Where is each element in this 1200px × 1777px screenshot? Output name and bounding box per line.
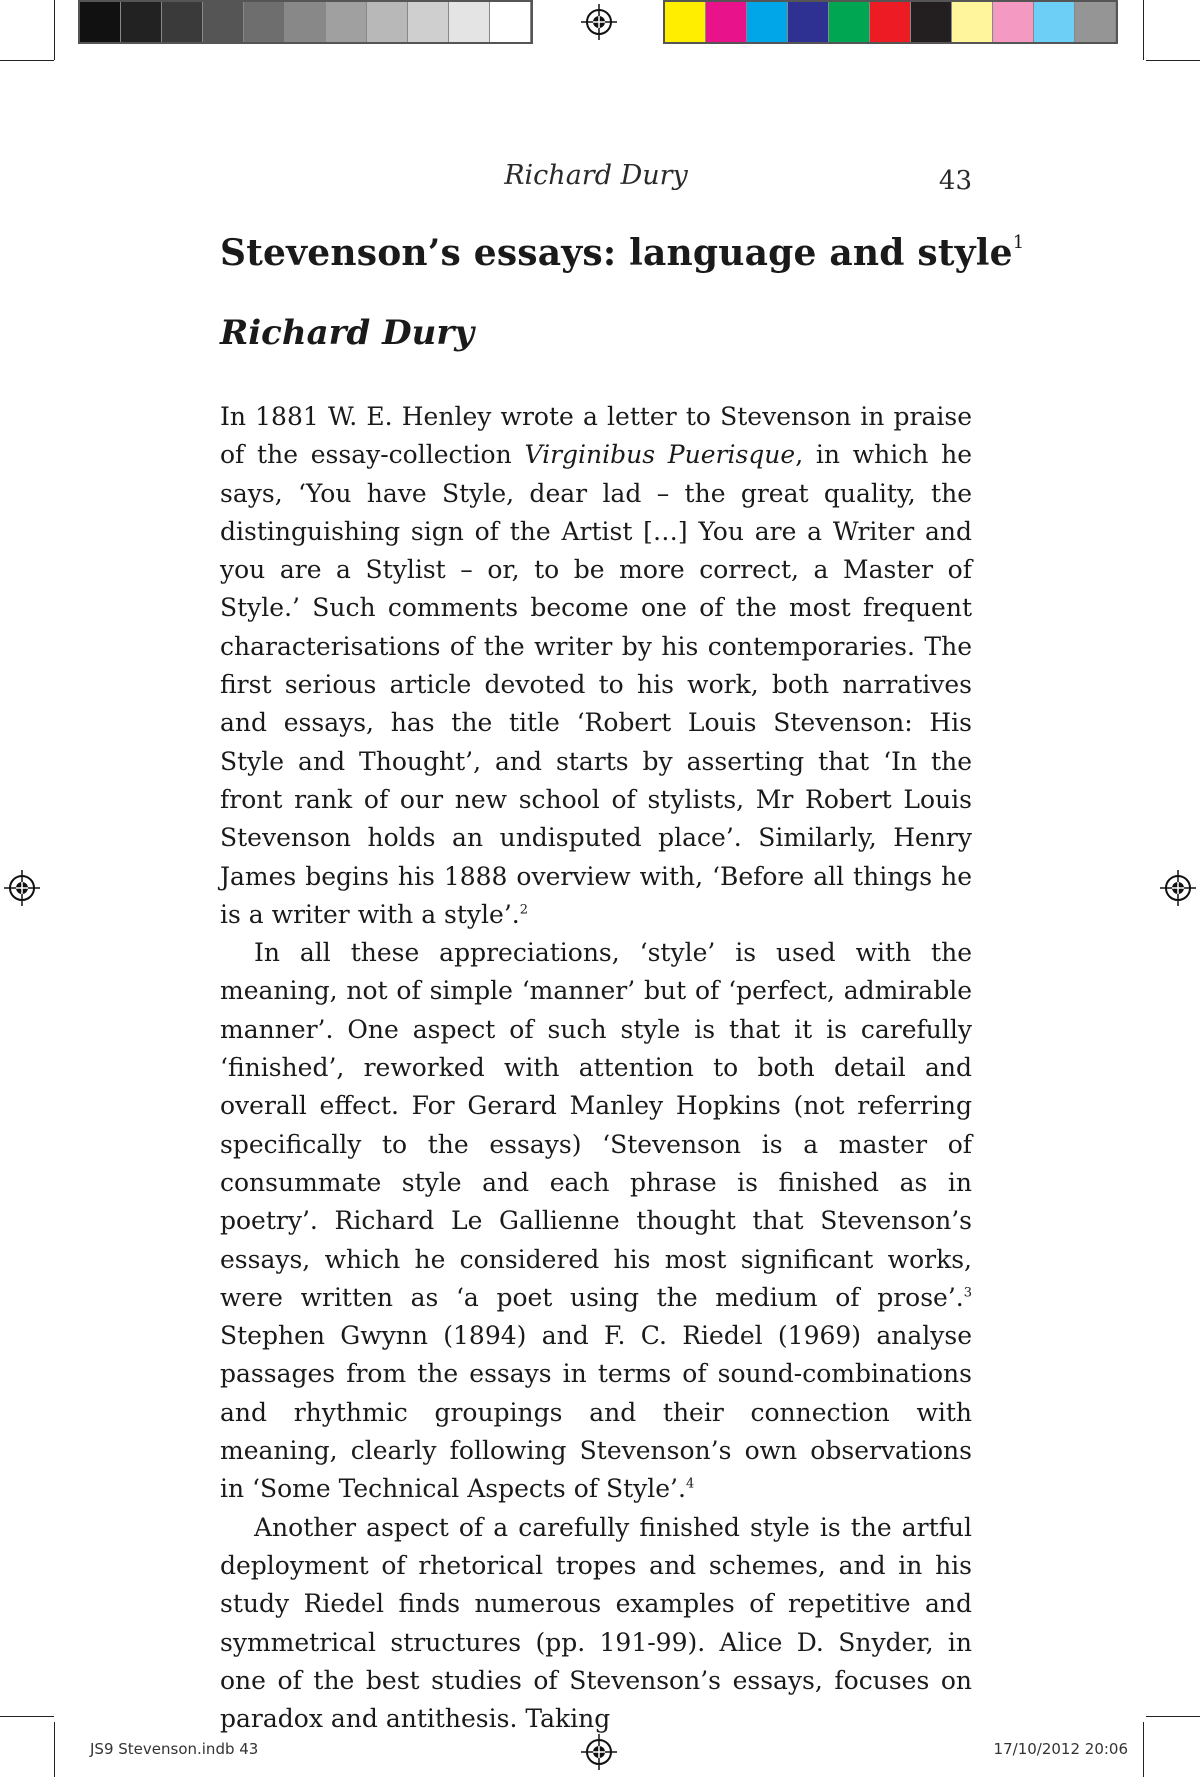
text-run: In all these appreciations, ‘style’ is used with the meaning, not of simple ‘manner’ but of ‘perfect, admirable manner’. One aspect of such style is that it is carefully ‘finished’, reworked with attention to both detail and overall effect. For Gerard Manley Hopkins (not referring specifically to the essays) ‘Stevenson is a master of consummate style and each phrase is finished as in poetry’. Richard Le Gallienne thought that Stevenson’s essays, which he considered his most significant works, were written as ‘a poet using the medium of prose’. <box>220 938 972 1312</box>
registration-mark-top-icon <box>581 4 617 40</box>
footnote-ref-1: 1 <box>1012 232 1025 253</box>
grayscale-color-bar <box>78 0 533 44</box>
crop-mark-bottom-right-vertical <box>1143 1722 1144 1777</box>
italic-title: Virginibus Puerisque <box>524 440 796 470</box>
gray-swatch <box>408 2 449 42</box>
text-run: Another aspect of a carefully finished style is the artful deployment of rhetorical tropes and schemes, and in his study Riedel finds numerous examples of repetitive and symmetrical structures (pp. 191-99). Alice D. Snyder, in one of the best studies of Stevenson’s essays, focuses on paradox and antithesis. Taking <box>220 1512 972 1734</box>
crop-mark-top-right-horizontal <box>1146 60 1200 61</box>
gray-swatch <box>285 2 326 42</box>
process-swatch <box>911 2 952 42</box>
process-color-bar <box>663 0 1118 44</box>
chapter-title-text: Stevenson’s essays: language and style <box>220 232 1013 274</box>
page-number: 43 <box>938 166 972 196</box>
process-swatch <box>788 2 829 42</box>
registration-mark-right-icon <box>1160 870 1196 906</box>
footnote-ref: 3 <box>963 1285 972 1301</box>
paragraph <box>220 1509 972 1739</box>
process-swatch <box>829 2 870 42</box>
process-swatch <box>1075 2 1116 42</box>
process-swatch <box>993 2 1034 42</box>
gray-swatch <box>326 2 367 42</box>
registration-mark-left-icon <box>4 870 40 906</box>
gray-swatch <box>367 2 408 42</box>
gray-swatch <box>162 2 203 42</box>
slug-timestamp: 17/10/2012 20:06 <box>993 1740 1128 1758</box>
slug-file-info: JS9 Stevenson.indb 43 <box>90 1740 259 1758</box>
paragraph <box>220 934 972 1508</box>
registration-mark-bottom-icon <box>581 1734 617 1770</box>
gray-swatch <box>121 2 162 42</box>
crop-mark-bottom-left-vertical <box>54 1722 55 1777</box>
process-swatch <box>870 2 911 42</box>
body-text <box>220 398 972 1738</box>
process-swatch <box>747 2 788 42</box>
gray-swatch <box>80 2 121 42</box>
running-head <box>220 160 972 200</box>
gray-swatch <box>449 2 490 42</box>
paragraph <box>220 398 972 934</box>
gray-swatch <box>244 2 285 42</box>
footnote-ref: 2 <box>519 902 529 918</box>
crop-mark-bottom-left-horizontal <box>0 1716 54 1717</box>
process-swatch <box>706 2 747 42</box>
process-swatch <box>1034 2 1075 42</box>
process-swatch <box>952 2 993 42</box>
text-run: Stephen Gwynn (1894) and F. C. Riedel (1969) analyse passages from the essays in terms of sound-combinations and rhythmic groupings and their connection with meaning, clearly following Stevenson’s own observations in ‘Some Technical Aspects of Style’. <box>220 1321 972 1504</box>
text-run: In 1881 W. E. Henley wrote a letter to Stevenson in praise of the essay-collection <box>220 402 972 470</box>
crop-mark-top-left-horizontal <box>0 60 54 61</box>
text-run: , in which he says, ‘You have Style, dear lad – the great quality, the distinguishing sign of the Artist […] You are a Writer and you are a Stylist – or, to be more correct, a Master of Style.’ Such comments become one of the most frequent characterisations of the writer by his contemporaries. The first serious article devoted to his work, both narratives and essays, has the title ‘Robert Louis Stevenson: His Style and Thought’, and starts by asserting that ‘In the front rank of our new school of stylists, Mr Robert Louis Stevenson holds an undisputed place’. Similarly, Henry James begins his 1888 overview with, ‘Before all things he is a writer with a style’. <box>220 440 972 929</box>
running-head-author: Richard Dury <box>504 160 688 191</box>
gray-swatch <box>203 2 244 42</box>
chapter-title <box>220 232 1024 274</box>
process-swatch <box>665 2 706 42</box>
crop-mark-top-left-vertical <box>54 0 55 60</box>
crop-mark-bottom-right-horizontal <box>1146 1716 1200 1717</box>
crop-mark-top-right-vertical <box>1143 0 1144 60</box>
chapter-author: Richard Dury <box>220 313 475 353</box>
footnote-ref: 4 <box>685 1476 695 1492</box>
gray-swatch <box>490 2 531 42</box>
